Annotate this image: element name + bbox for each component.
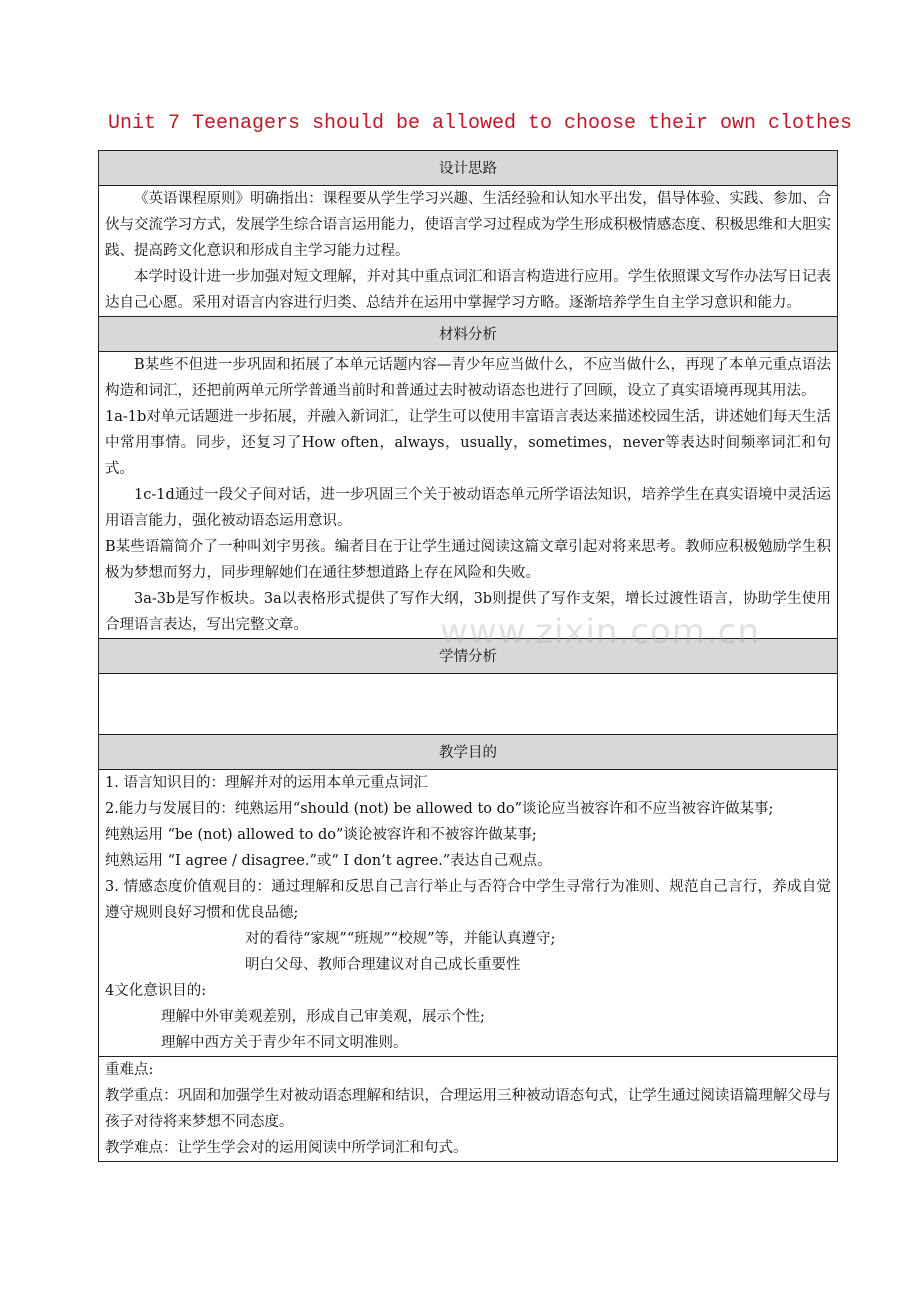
- material-paragraph: B某些语篇简介了一种叫刘宇男孩。编者目在于让学生通过阅读这篇文章引起对将来思考。教师应积极勉励学生积极为梦想而努力，同步理解她们在通往梦想道路上存在风险和失败。: [105, 539, 831, 581]
- objectives-header: 教学目的: [99, 735, 838, 770]
- keypoints-content-row: [99, 1057, 838, 1162]
- material-paragraph: B某些不但进一步巩固和拓展了本单元话题内容—青少年应当做什么，不应当做什么，再现了本单元重点语法构造和词汇，还把前两单元所学普通当前时和普通过去时被动语态也进行了回顾，设立了真实语境再现其用法。: [105, 357, 831, 399]
- design-content-row: [99, 186, 838, 317]
- objective-line: 明白父母、教师合理建议对自己成长重要性: [245, 957, 521, 973]
- material-content-row: [99, 352, 838, 639]
- learner-header: 学情分析: [99, 639, 838, 674]
- design-paragraph: 《英语课程原则》明确指出：课程要从学生学习兴趣、生活经验和认知水平出发，倡导体验、实践、参加、合伙与交流学习方式，发展学生综合语言运用能力，使语言学习过程成为学生形成积极情感态度、积极思维和大胆实践、提高跨文化意识和形成自主学习能力过程。: [105, 191, 831, 259]
- material-paragraph: 1a-1b对单元话题进一步拓展，并融入新词汇，让学生可以使用丰富语言表达来描述校园生活，讲述她们每天生活中常用事情。同步，还复习了How often，always，usually，sometimes，never等表达时间频率词汇和句式。: [105, 409, 831, 477]
- objective-line: 纯熟运用 “be (not) allowed to do”谈论被容许和不被容许做某事;: [105, 827, 537, 843]
- design-header: 设计思路: [99, 151, 838, 186]
- material-paragraph: 1c-1d通过一段父子间对话，进一步巩固三个关于被动语态单元所学语法知识，培养学生在真实语境中灵活运用语言能力，强化被动语态运用意识。: [105, 487, 831, 529]
- page-title: Unit 7 Teenagers should be allowed to choose their own clothes: [107, 112, 853, 135]
- objective-line: 纯熟运用 “I agree / disagree.”或“ I don’t agree.”表达自己观点。: [105, 853, 552, 869]
- material-paragraph: 3a-3b是写作板块。3a以表格形式提供了写作大纲，3b则提供了写作支架，增长过渡性语言，协助学生使用合理语言表达，写出完整文章。: [105, 591, 831, 633]
- objective-line: 4文化意识目的:: [105, 983, 207, 999]
- objective-line: 对的看待“家规”“班规”“校规”等，并能认真遵守;: [245, 931, 556, 947]
- keypoints-line: 教学难点：让学生学会对的运用阅读中所学词汇和句式。: [105, 1140, 468, 1156]
- objectives-content: [99, 770, 838, 1057]
- design-content: [99, 186, 838, 317]
- material-header: 材料分析: [99, 317, 838, 352]
- objective-line: 理解中西方关于青少年不同文明准则。: [161, 1035, 408, 1051]
- objective-line: 2.能力与发展目的：纯熟运用“should (not) be allowed to do”谈论应当被容许和不应当被容许做某事;: [105, 801, 774, 817]
- material-content: [99, 352, 838, 639]
- lesson-plan-table: [98, 150, 838, 1162]
- learner-content: [99, 674, 838, 735]
- keypoints-content: [99, 1057, 838, 1162]
- objectives-content-row: [99, 770, 838, 1057]
- keypoints-line: 重难点:: [105, 1062, 154, 1078]
- objective-line: 1. 语言知识目的：理解并对的运用本单元重点词汇: [105, 775, 428, 791]
- material-header-row: [99, 317, 838, 352]
- keypoints-line: 教学重点：巩固和加强学生对被动语态理解和结识，合理运用三种被动语态句式，让学生通过阅读语篇理解父母与孩子对待将来梦想不同态度。: [105, 1088, 831, 1130]
- design-paragraph: 本学时设计进一步加强对短文理解，并对其中重点词汇和语言构造进行应用。学生依照课文写作办法写日记表达自己心愿。采用对语言内容进行归类、总结并在运用中掌握学习方略。逐渐培养学生自主学习意识和能力。: [105, 269, 831, 311]
- objectives-header-row: [99, 735, 838, 770]
- objective-line: 3. 情感态度价值观目的：通过理解和反思自己言行举止与否符合中学生寻常行为准则、规范自己言行，养成自觉遵守规则良好习惯和优良品德;: [105, 879, 831, 921]
- watermark: www.zixin.com.cn: [440, 612, 760, 652]
- objective-line: 理解中外审美观差别，形成自己审美观，展示个性;: [161, 1009, 485, 1025]
- learner-content-row: [99, 674, 838, 735]
- design-header-row: [99, 151, 838, 186]
